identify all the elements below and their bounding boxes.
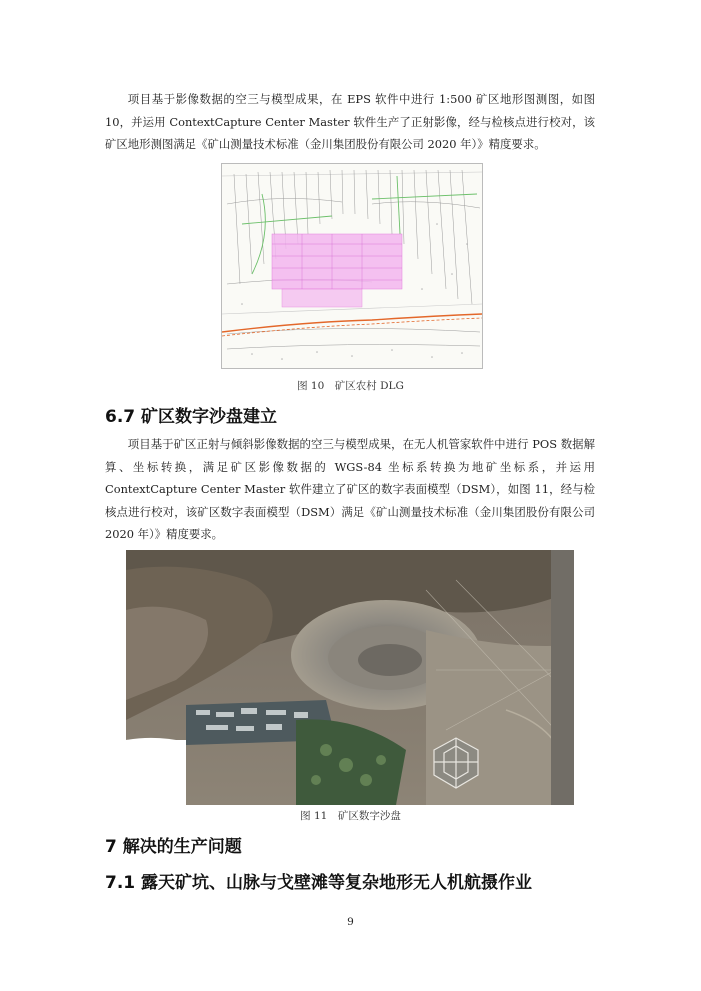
figure-10-dlg-map [221, 163, 483, 369]
section-6-7-heading: 6.7 矿区数字沙盘建立 [105, 407, 278, 427]
dlg-map-graphic [222, 164, 482, 368]
paragraph-1: 项目基于影像数据的空三与模型成果，在 EPS 软件中进行 1:500 矿区地形图测图，如图 10，并运用 ContextCapture Center Master 软件生产了正射影像，经与检核点进行校对，该矿区地形测图满足《矿山测量技术标准（金川集团股份有限公司 2020 年）》精度要求。 [105, 92, 595, 151]
page-number: 9 [347, 916, 354, 928]
paragraph-2: 项目基于矿区正射与倾斜影像数据的空三与模型成果，在无人机管家软件中进行 POS 数据解算、坐标转换，满足矿区影像数据的 WGS-84 坐标系转换为地矿坐标系，并运用 ContextCapture Center Master 软件建立了矿区的数字表面模型（DSM），如图 11，经与检核点进行校对，该矿区数字表面模型（DSM）满足《矿山测量技术标准（金川集团股份有限公司 2020 年）》精度要求。 [105, 437, 595, 541]
figure-11-caption: 图 11 矿区数字沙盘 [300, 810, 401, 822]
figure-11-dsm-model [126, 550, 574, 805]
figure-10-caption: 图 10 矿区农村 DLG [297, 380, 404, 392]
section-7-1-heading: 7.1 露天矿坑、山脉与戈壁滩等复杂地形无人机航摄作业 [105, 873, 533, 893]
dsm-terrain-graphic [126, 550, 574, 805]
section-7-heading: 7 解决的生产问题 [105, 837, 242, 857]
